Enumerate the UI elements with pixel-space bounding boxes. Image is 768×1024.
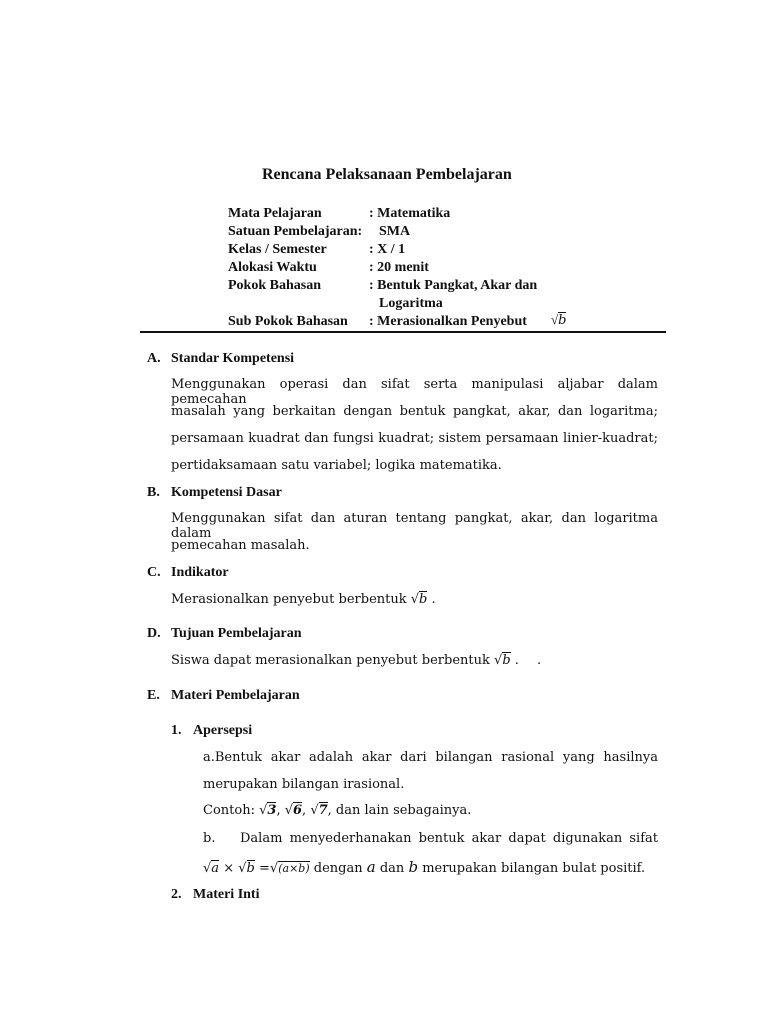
apersepsi-a-line-2: merupakan bilangan irasional. <box>203 777 405 792</box>
alokasi-value: : 20 menit <box>369 260 429 275</box>
sqrt-icon: √ <box>238 861 247 876</box>
section-b-letter: B. <box>147 485 160 500</box>
subsection-2-title: Materi Inti <box>193 887 260 902</box>
section-a-letter: A. <box>147 351 161 366</box>
kelas-label: Kelas / Semester <box>228 242 327 257</box>
mata-label: Mata Pelajaran <box>228 206 322 221</box>
pokok-value-1: : Bentuk Pangkat, Akar dan <box>369 278 538 293</box>
section-e-title: Materi Pembelajaran <box>171 688 300 703</box>
section-a-title: Standar Kompetensi <box>171 351 295 366</box>
satuan-value: SMA <box>379 224 411 239</box>
apersepsi-b-formula-line: √a × √b =√(a×b) dengan a dan b merupakan bilangan bulat positif. <box>203 858 646 876</box>
section-c-title: Indikator <box>171 565 229 580</box>
section-a-line-3: persamaan kuadrat dan fungsi kuadrat; sistem persamaan linier-kuadrat; <box>171 431 658 446</box>
sqrt-icon: √ <box>494 653 503 668</box>
pokok-value-2: Logaritma <box>379 296 443 311</box>
sqrt-icon: √ <box>203 861 212 876</box>
sqrt-b-formula: √b <box>551 312 567 328</box>
header-divider <box>140 331 666 333</box>
apersepsi-a-line-1: a.Bentuk akar adalah akar dari bilangan rasional yang hasilnya <box>203 750 658 765</box>
sqrt-icon: √ <box>310 803 319 818</box>
sqrt-icon: √ <box>269 861 279 876</box>
subsection-2-number: 2. <box>171 887 182 902</box>
sqrt-icon: √ <box>259 803 268 818</box>
mata-value: : Matematika <box>369 206 451 221</box>
pokok-label: Pokok Bahasan <box>228 278 321 293</box>
sqrt-icon: √ <box>284 803 293 818</box>
section-b-line-1: Menggunakan sifat dan aturan tentang pangkat, akar, dan logaritma dalam <box>171 511 658 541</box>
sqrt-icon: √ <box>410 592 420 607</box>
kelas-value: : X / 1 <box>369 242 406 257</box>
section-d-title: Tujuan Pembelajaran <box>171 626 302 641</box>
sqrt-icon: √ <box>551 312 559 327</box>
section-c-letter: C. <box>147 565 161 580</box>
section-b-title: Kompetensi Dasar <box>171 485 282 500</box>
apersepsi-b-letter: b. <box>203 831 216 846</box>
section-d-trailing-period: . <box>537 653 542 668</box>
satuan-label: Satuan Pembelajaran: <box>228 224 363 239</box>
section-a-line-1: Menggunakan operasi dan sifat serta manipulasi aljabar dalam pemecahan <box>171 377 658 407</box>
apersepsi-contoh: Contoh: √3, √6, √7, dan lain sebagainya. <box>203 803 472 818</box>
section-a-line-4: pertidaksamaan satu variabel; logika matematika. <box>171 458 502 473</box>
alokasi-label: Alokasi Waktu <box>228 260 317 275</box>
section-d-letter: D. <box>147 626 161 641</box>
page-title: Rencana Pelaksanaan Pembelajaran <box>262 166 512 183</box>
section-e-letter: E. <box>147 688 160 703</box>
section-b-line-2: pemecahan masalah. <box>171 538 310 553</box>
section-c-text: Merasionalkan penyebut berbentuk √b . <box>171 592 436 607</box>
subsection-1-title: Apersepsi <box>193 723 253 738</box>
subsection-1-number: 1. <box>171 723 182 738</box>
section-d-text: Siswa dapat merasionalkan penyebut berbentuk √b . <box>171 653 519 668</box>
apersepsi-b-line-1: Dalam menyederhanakan bentuk akar dapat digunakan sifat <box>240 831 658 846</box>
sub-value: : Merasionalkan Penyebut <box>369 314 527 329</box>
sub-label: Sub Pokok Bahasan <box>228 314 348 329</box>
section-a-line-2: masalah yang berkaitan dengan bentuk pangkat, akar, dan logaritma; <box>171 404 658 419</box>
